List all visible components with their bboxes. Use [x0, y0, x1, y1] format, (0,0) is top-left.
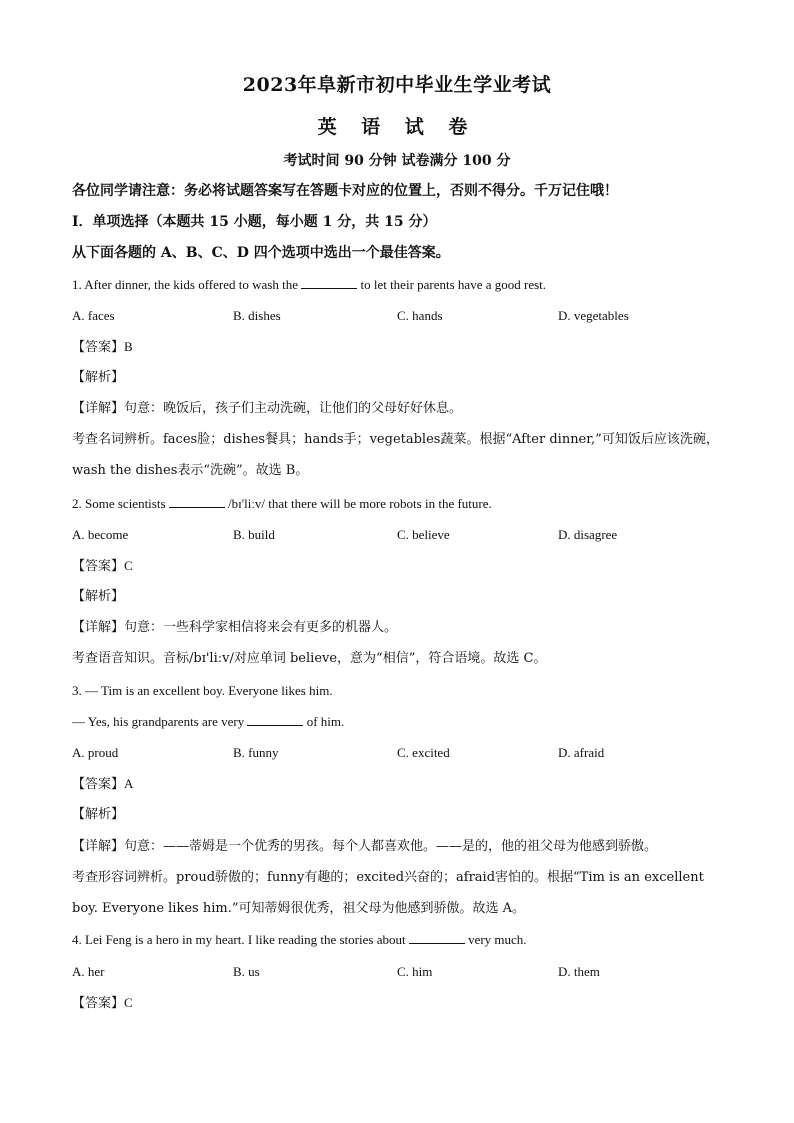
question-stem-pre: 4. Lei Feng is a hero in my heart. I like reading the stories about — [72, 932, 406, 947]
detail-text: 句意：晚饭后，孩子们主动洗碗，让他们的父母好好休息。 — [124, 401, 463, 416]
q2-detail-1 — [72, 619, 397, 637]
q1-option-b: B. dishes — [233, 308, 281, 323]
q2-option-c: C. believe — [397, 527, 450, 542]
q1-detail-1 — [72, 400, 462, 418]
q1-detail-3: wash the dishes表示“洗碗”。故选 B。 — [72, 463, 309, 478]
answer-label: 【答案】 — [72, 777, 125, 792]
q3-analysis-label: 【解析】 — [72, 807, 125, 822]
section-instruction: 从下面各题的 A、B、C、D 四个选项中选出一个最佳答案。 — [72, 245, 450, 261]
q4-option-a: A. her — [72, 964, 105, 979]
q1-detail-2: 考查名词辨析。faces脸；dishes餐具；hands手；vegetables蔬菜。根据“After dinner,”可知饭后应该洗碗， — [72, 432, 719, 447]
question-3-line-1: 3. — Tim is an excellent boy. Everyone likes him. — [72, 683, 333, 698]
q1-answer — [72, 338, 133, 357]
q4-option-d: D. them — [558, 964, 600, 979]
question-2-stem — [72, 495, 492, 513]
q2-option-d: D. disagree — [558, 527, 618, 542]
q1-option-a: A. faces — [72, 308, 115, 323]
q4-answer — [72, 994, 133, 1013]
q3-detail-3: boy. Everyone likes him.”可知蒂姆很优秀，祖父母为他感到骄傲。故选 A。 — [72, 901, 525, 916]
detail-text: 句意：一些科学家相信将来会有更多的机器人。 — [124, 620, 398, 635]
question-stem-post: very much. — [468, 932, 527, 947]
q2-option-b: B. build — [233, 527, 275, 542]
answer-value: B — [124, 339, 133, 354]
q3-detail-2: 考查形容词辨析。proud骄傲的；funny有趣的；excited兴奋的；afraid害怕的。根据“Tim is an excellent — [72, 870, 704, 885]
question-stem-post: of him. — [306, 714, 345, 729]
question-1-stem — [72, 276, 546, 294]
q2-detail-2: 考查语音知识。音标/bɪ'liːv/对应单词 believe，意为“相信”，符合语境。故选 C。 — [72, 651, 547, 666]
q1-option-c: C. hands — [397, 308, 443, 323]
exam-title: 2023年阜新市初中毕业生学业考试 — [242, 74, 552, 96]
q3-detail-1 — [72, 838, 657, 856]
answer-blank — [301, 276, 357, 289]
answer-blank — [169, 495, 225, 508]
section-heading: Ⅰ．单项选择（本题共 15 小题，每小题 1 分，共 15 分） — [72, 214, 437, 230]
question-stem-pre: 2. Some scientists — [72, 496, 166, 511]
q3-option-d: D. afraid — [558, 745, 605, 760]
notice: 各位同学请注意：务必将试题答案写在答题卡对应的位置上，否则不得分。千万记住哦！ — [72, 183, 618, 199]
question-4-stem — [72, 931, 527, 949]
detail-label: 【详解】 — [72, 839, 125, 854]
answer-label: 【答案】 — [72, 559, 125, 574]
exam-subject: 英 语 试 卷 — [317, 116, 477, 138]
question-3-stem — [72, 713, 344, 731]
answer-label: 【答案】 — [72, 996, 125, 1011]
q2-answer — [72, 557, 133, 576]
q4-option-b: B. us — [233, 964, 260, 979]
q2-analysis-label: 【解析】 — [72, 589, 125, 604]
question-stem-pre: — Yes, his grandparents are very — [72, 714, 245, 729]
answer-value: C — [124, 558, 133, 573]
detail-text: 句意：——蒂姆是一个优秀的男孩。每个人都喜欢他。——是的，他的祖父母为他感到骄傲。 — [124, 839, 658, 854]
q2-option-a: A. become — [72, 527, 129, 542]
answer-blank — [247, 713, 303, 726]
question-stem-post: /bɪ'liːv/ that there will be more robots in the future. — [228, 496, 492, 511]
q3-answer — [72, 775, 133, 794]
q3-option-c: C. excited — [397, 745, 450, 760]
answer-value: A — [124, 776, 134, 791]
detail-label: 【详解】 — [72, 401, 125, 416]
q4-option-c: C. him — [397, 964, 433, 979]
q3-option-a: A. proud — [72, 745, 119, 760]
q1-option-d: D. vegetables — [558, 308, 629, 323]
question-stem-pre: 1. After dinner, the kids offered to wash the — [72, 277, 298, 292]
q1-analysis-label: 【解析】 — [72, 370, 125, 385]
exam-info: 考试时间 90 分钟 试卷满分 100 分 — [283, 153, 511, 169]
answer-blank — [409, 931, 465, 944]
detail-label: 【详解】 — [72, 620, 125, 635]
q3-option-b: B. funny — [233, 745, 279, 760]
question-stem-post: to let their parents have a good rest. — [360, 277, 547, 292]
answer-value: C — [124, 995, 133, 1010]
answer-label: 【答案】 — [72, 340, 125, 355]
